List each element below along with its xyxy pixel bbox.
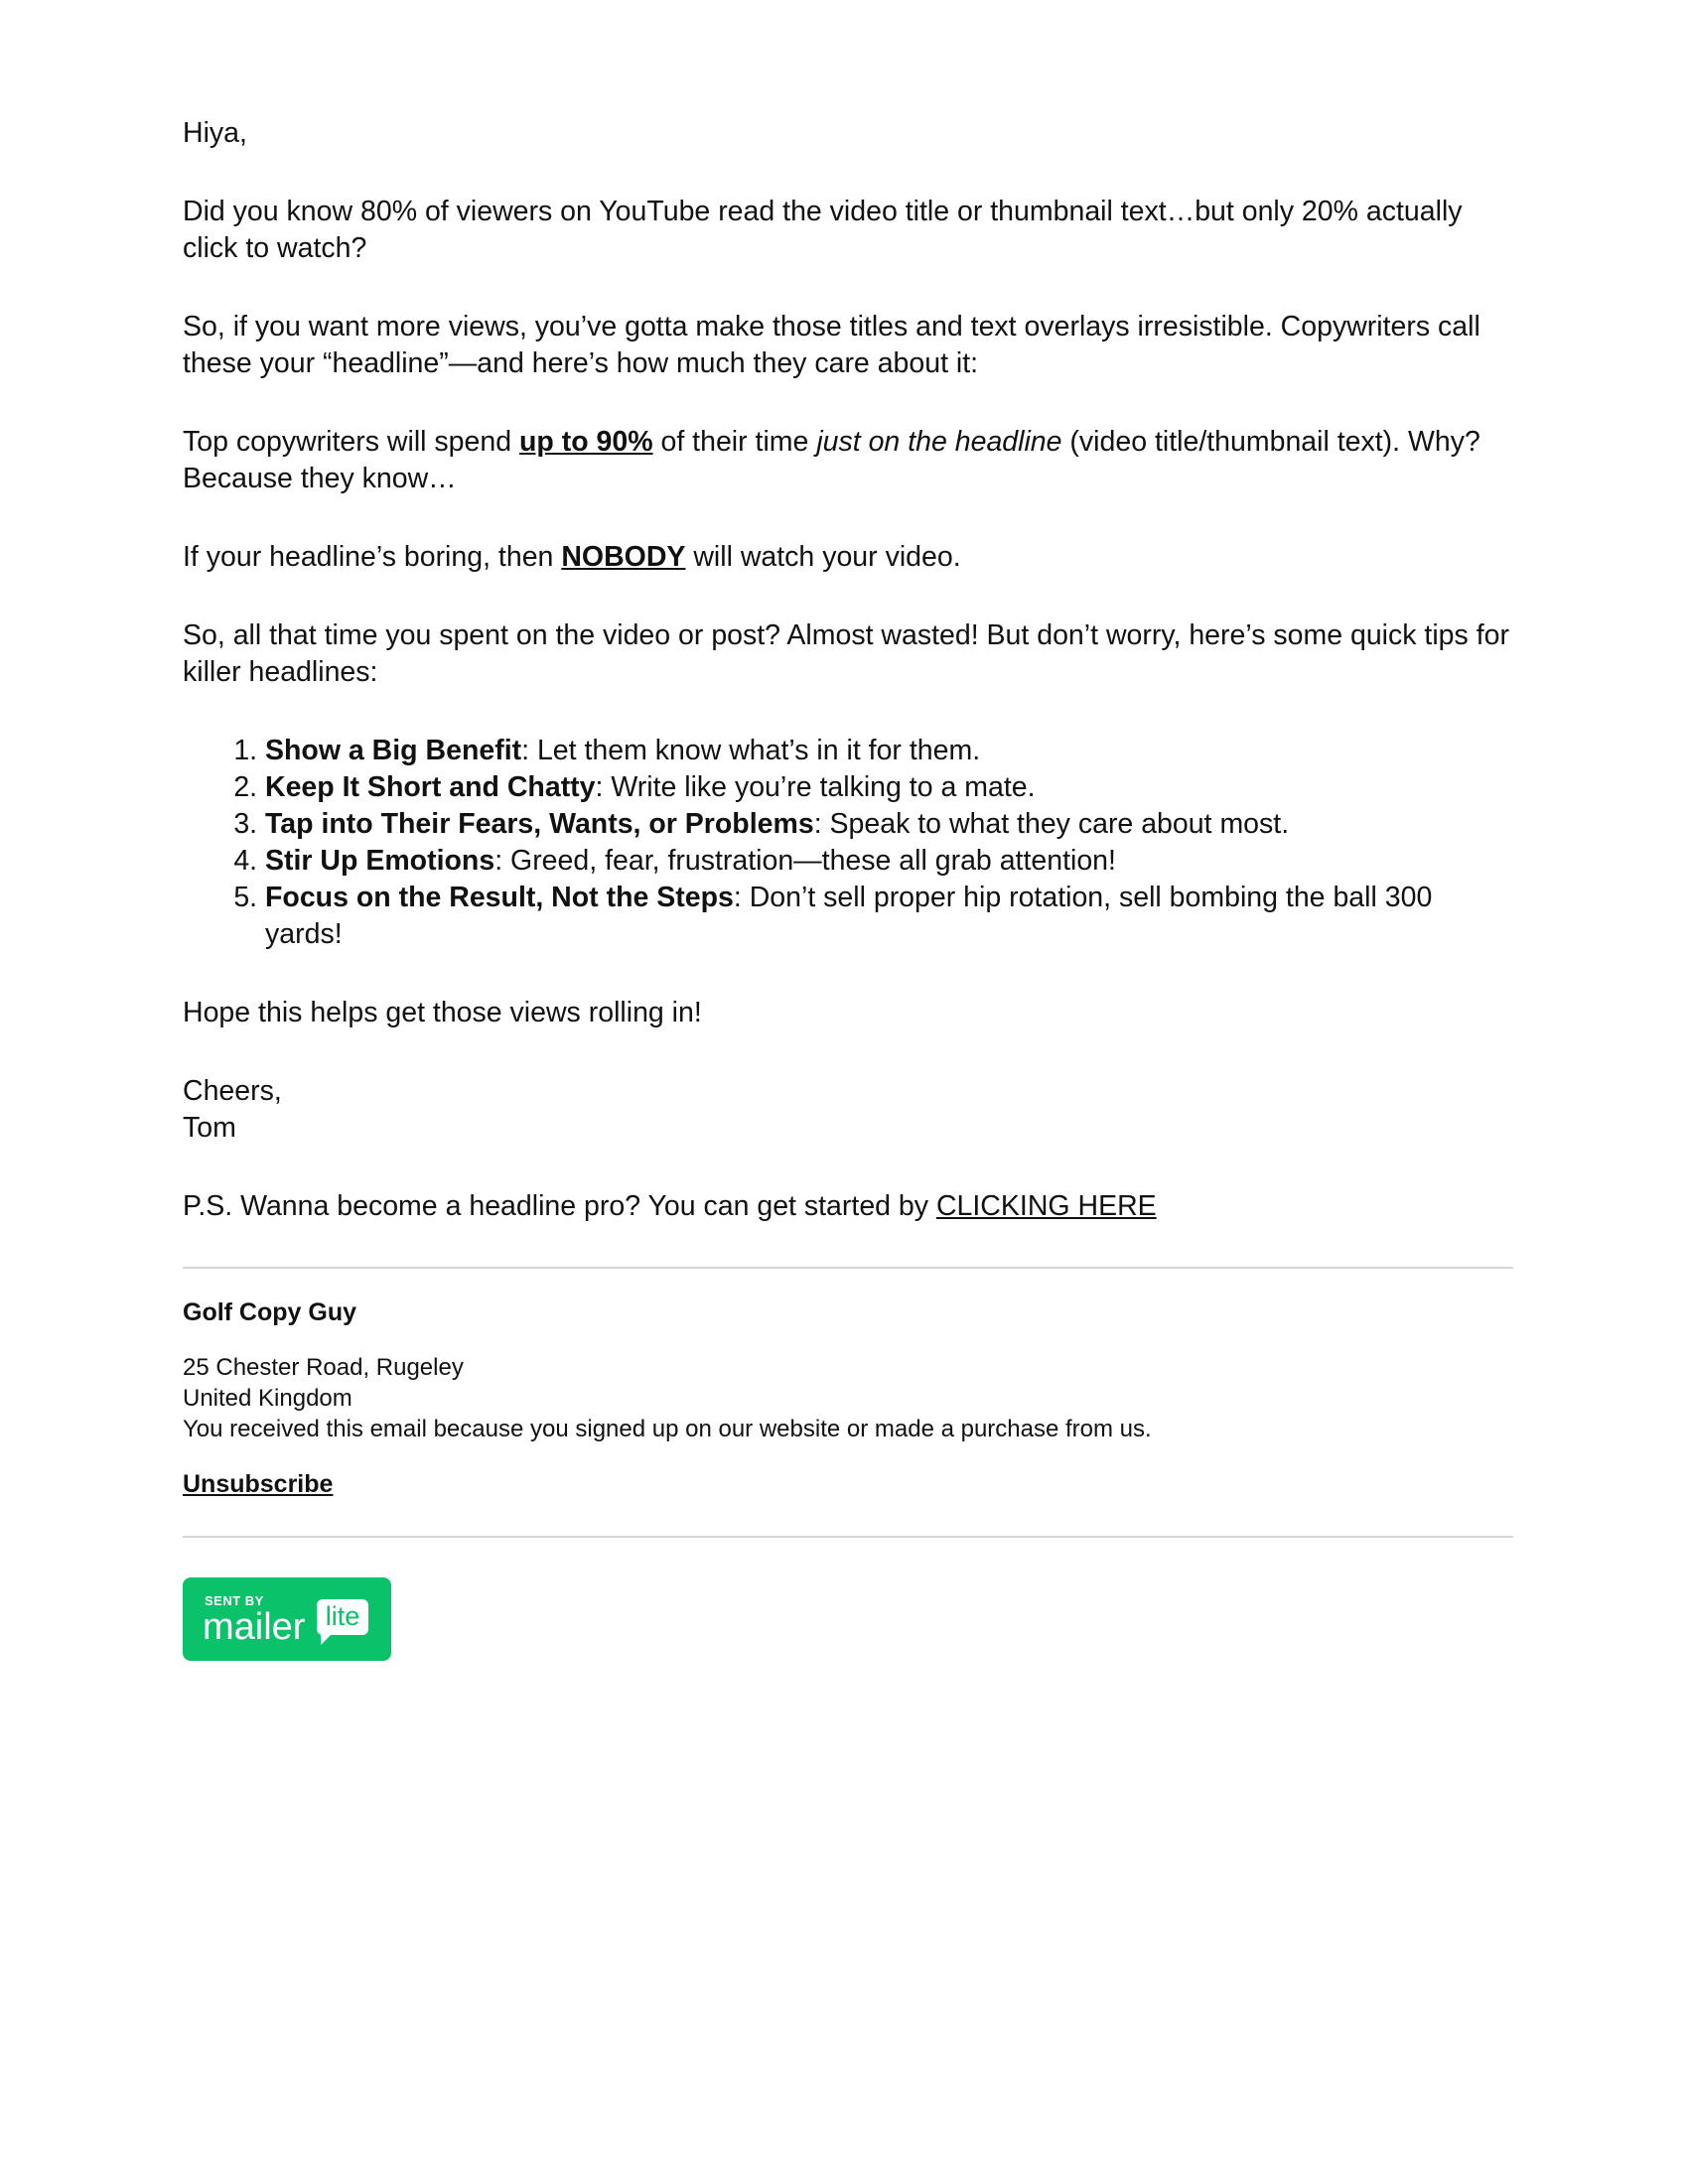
p3-before: Top copywriters will spend [183, 426, 519, 458]
paragraph-ps [183, 1188, 1513, 1225]
email-container [183, 115, 1513, 1661]
tips-list [183, 733, 1513, 953]
mailerlite-badge[interactable] [183, 1577, 391, 1661]
list-item [265, 880, 1513, 953]
paragraph-tips-intro: So, all that time you spent on the video or post? Almost wasted! But don’t worry, here’s some quick tips for killer headlines: [183, 619, 1509, 688]
paragraph-youtube-stats: Did you know 80% of viewers on YouTube read the video title or thumbnail text…but only 20% actually click to watch? [183, 196, 1463, 264]
list-item [265, 806, 1513, 843]
speech-bubble-icon [317, 1599, 368, 1635]
p4-emphasis: NOBODY [561, 541, 686, 573]
tip-text: : Write like you’re talking to a mate. [595, 771, 1036, 803]
list-item [265, 843, 1513, 880]
address-line-1: 25 Chester Road, Rugeley [183, 1354, 464, 1381]
p4-before: If your headline’s boring, then [183, 541, 562, 573]
tip-text: : Let them know what’s in it for them. [521, 735, 981, 766]
tip-title: Stir Up Emotions [265, 845, 495, 877]
ps-text: P.S. Wanna become a headline pro? You can get started by [183, 1190, 936, 1222]
unsubscribe-link[interactable]: Unsubscribe [183, 1470, 334, 1498]
company-name: Golf Copy Guy [183, 1298, 356, 1326]
p3-italic: just on the headline [816, 426, 1062, 458]
tip-text: : Don’t sell proper hip rotation, sell bombing the ball 300 yards! [265, 882, 1433, 950]
clicking-here-link[interactable]: CLICKING HERE [935, 1190, 1157, 1222]
tip-text: : Greed, fear, frustration—these all grab attention! [494, 845, 1116, 877]
paragraph-boring-headline [183, 539, 1513, 576]
subscription-notice: You received this email because you signed up on our website or made a purchase from us. [183, 1416, 1152, 1442]
address-line-2: United Kingdom [183, 1385, 352, 1412]
email-footer [183, 1269, 1513, 1536]
tip-title: Keep It Short and Chatty [265, 771, 596, 803]
p4-after: will watch your video. [685, 541, 961, 573]
p3-after: (video title/thumbnail text). Why? Because they know… [183, 426, 1480, 494]
p3-emphasis: up to 90% [518, 426, 653, 458]
tip-title: Focus on the Result, Not the Steps [265, 882, 734, 913]
tip-title: Show a Big Benefit [265, 735, 522, 766]
list-item [265, 733, 1513, 769]
greeting: Hiya, [183, 117, 247, 149]
footer-divider-bottom [183, 1536, 1513, 1538]
paragraph-copywriter-time [183, 424, 1513, 497]
mailerlite-logo-text: mailer [203, 1606, 306, 1648]
signature-name: Tom [183, 1112, 236, 1144]
tip-title: Tap into Their Fears, Wants, or Problems [265, 808, 814, 840]
address-block [183, 1352, 1513, 1444]
paragraph-headline-intro: So, if you want more views, you’ve gotta make those titles and text overlays irresistible. Copywriters call these your “headline”—and here’s how much they care about it: [183, 311, 1480, 379]
p3-middle: of their time [652, 426, 817, 458]
tip-text: : Speak to what they care about most. [813, 808, 1290, 840]
paragraph-closing: Hope this helps get those views rolling in! [183, 997, 702, 1028]
list-item [265, 769, 1513, 806]
signoff: Cheers, [183, 1075, 282, 1107]
signature-block [183, 1073, 1513, 1147]
mailerlite-logo-suffix: lite [325, 1601, 360, 1631]
email-body [183, 115, 1513, 1225]
sent-by-label: SENT BY [205, 1593, 264, 1608]
